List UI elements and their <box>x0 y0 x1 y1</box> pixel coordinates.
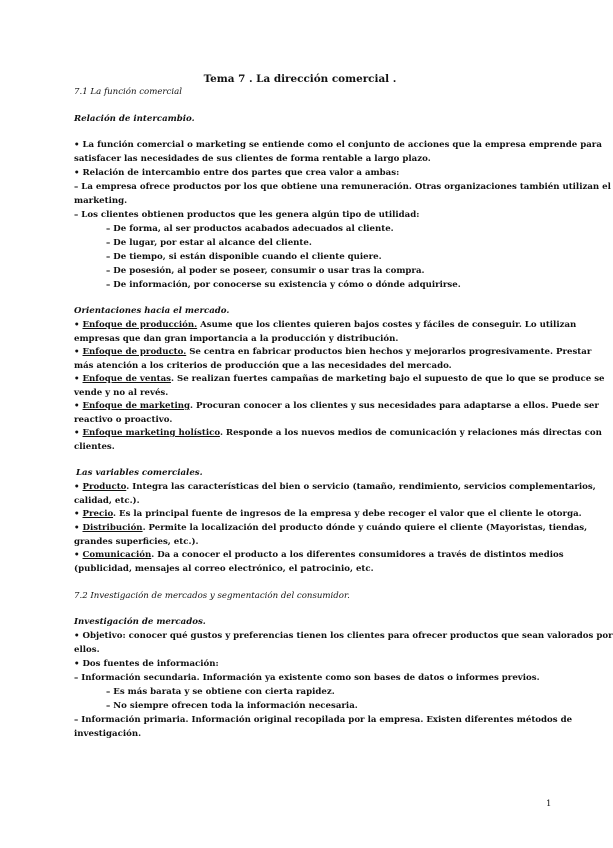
list-item <box>74 550 564 561</box>
section-heading-7-2: 7.2 Investigación de mercados y segmentación del consumidor. <box>74 591 350 601</box>
item-text: . Integra las características del bien o servicio (tamaño, rendimiento, servicios complementarios, <box>126 482 596 492</box>
item-text: . Da a conocer el producto a los diferentes consumidores a través de distintos medios <box>151 550 564 560</box>
heading-relacion-intercambio: Relación de intercambio. <box>74 114 195 124</box>
list-item-cont: grandes superficies, etc.). <box>74 537 199 547</box>
paragraph-line: – Los clientes obtienen productos que les genera algún tipo de utilidad: <box>74 210 420 220</box>
paragraph-line: marketing. <box>74 196 128 206</box>
paragraph-line: – Información primaria. Información original recopilada por la empresa. Existen diferentes métodos de <box>74 715 573 725</box>
sub-item: – De forma, al ser productos acabados adecuados al cliente. <box>106 224 394 234</box>
heading-orientaciones: Orientaciones hacia el mercado. <box>74 306 230 316</box>
list-item-cont: (publicidad, mensajes al correo electrónico, el patrocinio, etc. <box>74 564 374 574</box>
item-text: . Se realizan fuertes campañas de marketing bajo el supuesto de que lo que se produce se <box>171 374 605 384</box>
list-item <box>74 347 592 358</box>
bullet: • <box>74 320 80 330</box>
list-item <box>74 401 599 412</box>
heading-investigacion: Investigación de mercados. <box>74 617 206 627</box>
term-enfoque-producto: Enfoque de producto. <box>82 347 187 357</box>
paragraph-line: ellos. <box>74 645 100 655</box>
heading-variables: Las variables comerciales. <box>76 468 203 478</box>
item-text: . Permite la localización del producto dónde y cuándo quiere el cliente (Mayoristas, tiendas, <box>142 523 588 533</box>
bullet: • <box>74 550 80 560</box>
item-text: . Procuran conocer a los clientes y sus necesidades para adaptarse a ellos. Puede ser <box>190 401 599 411</box>
bullet: • <box>74 347 80 357</box>
paragraph-line: • Objetivo: conocer qué gustos y preferencias tienen los clientes para ofrecer productos que sean valorados por <box>74 631 613 641</box>
list-item-cont: calidad, etc.). <box>74 496 140 506</box>
list-item <box>74 320 577 331</box>
paragraph-line: • Relación de intercambio entre dos partes que crea valor a ambas: <box>74 168 400 178</box>
term-enfoque-marketing: Enfoque de marketing <box>82 401 191 411</box>
sub-item: – Es más barata y se obtiene con cierta rapidez. <box>106 687 335 697</box>
document-title: Tema 7 . La dirección comercial . <box>203 73 397 85</box>
sub-item: – De información, por conocerse su existencia y cómo o dónde adquirirse. <box>106 280 461 290</box>
bullet: • <box>74 523 80 533</box>
item-text: Asume que los clientes quieren bajos costes y fáciles de conseguir. Lo utilizan <box>197 320 577 330</box>
list-item <box>74 509 582 520</box>
list-item <box>74 374 605 385</box>
item-text: . Responde a los nuevos medios de comunicación y relaciones más directas con <box>219 428 602 438</box>
bullet: • <box>74 509 80 519</box>
paragraph-line: investigación. <box>74 729 142 739</box>
paragraph-line: – La empresa ofrece productos por los que obtiene una remuneración. Otras organizaciones también utilizan el <box>74 182 611 192</box>
list-item-cont: clientes. <box>74 442 115 452</box>
sub-item: – De lugar, por estar al alcance del cliente. <box>106 238 312 248</box>
term-enfoque-ventas: Enfoque de ventas <box>82 374 171 384</box>
bullet: • <box>74 482 80 492</box>
list-item-cont: vende y no al revés. <box>74 388 169 398</box>
bullet: • <box>74 428 80 438</box>
paragraph-line: – Información secundaria. Información ya existente como son bases de datos o informes previos. <box>74 673 540 683</box>
paragraph-line: • La función comercial o marketing se entiende como el conjunto de acciones que la empresa emprende para <box>74 140 602 150</box>
term-enfoque-holistico: Enfoque marketing holístico <box>82 428 220 438</box>
term-producto: Producto <box>82 482 127 492</box>
paragraph-line: satisfacer las necesidades de sus clientes de forma rentable a largo plazo. <box>74 154 431 164</box>
item-text: . Es la principal fuente de ingresos de la empresa y debe recoger el valor que el cliente le otorga. <box>113 509 582 519</box>
term-enfoque-produccion: Enfoque de producción. <box>82 320 198 330</box>
list-item-cont: reactivo o proactivo. <box>74 415 173 425</box>
list-item <box>74 482 596 493</box>
item-text: Se centra en fabricar productos bien hechos y mejorarlos progresivamente. Prestar <box>186 347 592 357</box>
section-heading-7-1: 7.1 La función comercial <box>74 87 182 97</box>
term-distribucion: Distribución <box>82 523 143 533</box>
bullet: • <box>74 401 80 411</box>
term-comunicacion: Comunicación <box>82 550 152 560</box>
paragraph-line: • Dos fuentes de información: <box>74 659 219 669</box>
bullet: • <box>74 374 80 384</box>
list-item-cont: más atención a los criterios de producción que a las necesidades del mercado. <box>74 361 452 371</box>
sub-item: – No siempre ofrecen toda la información necesaria. <box>106 701 358 711</box>
sub-item: – De tiempo, si están disponible cuando el cliente quiere. <box>106 252 382 262</box>
page-number: 1 <box>546 799 552 809</box>
term-precio: Precio <box>82 509 114 519</box>
list-item <box>74 428 602 439</box>
sub-item: – De posesión, al poder se poseer, consumir o usar tras la compra. <box>106 266 425 276</box>
list-item-cont: empresas que dan gran importancia a la producción y distribución. <box>74 334 399 344</box>
list-item <box>74 523 588 534</box>
